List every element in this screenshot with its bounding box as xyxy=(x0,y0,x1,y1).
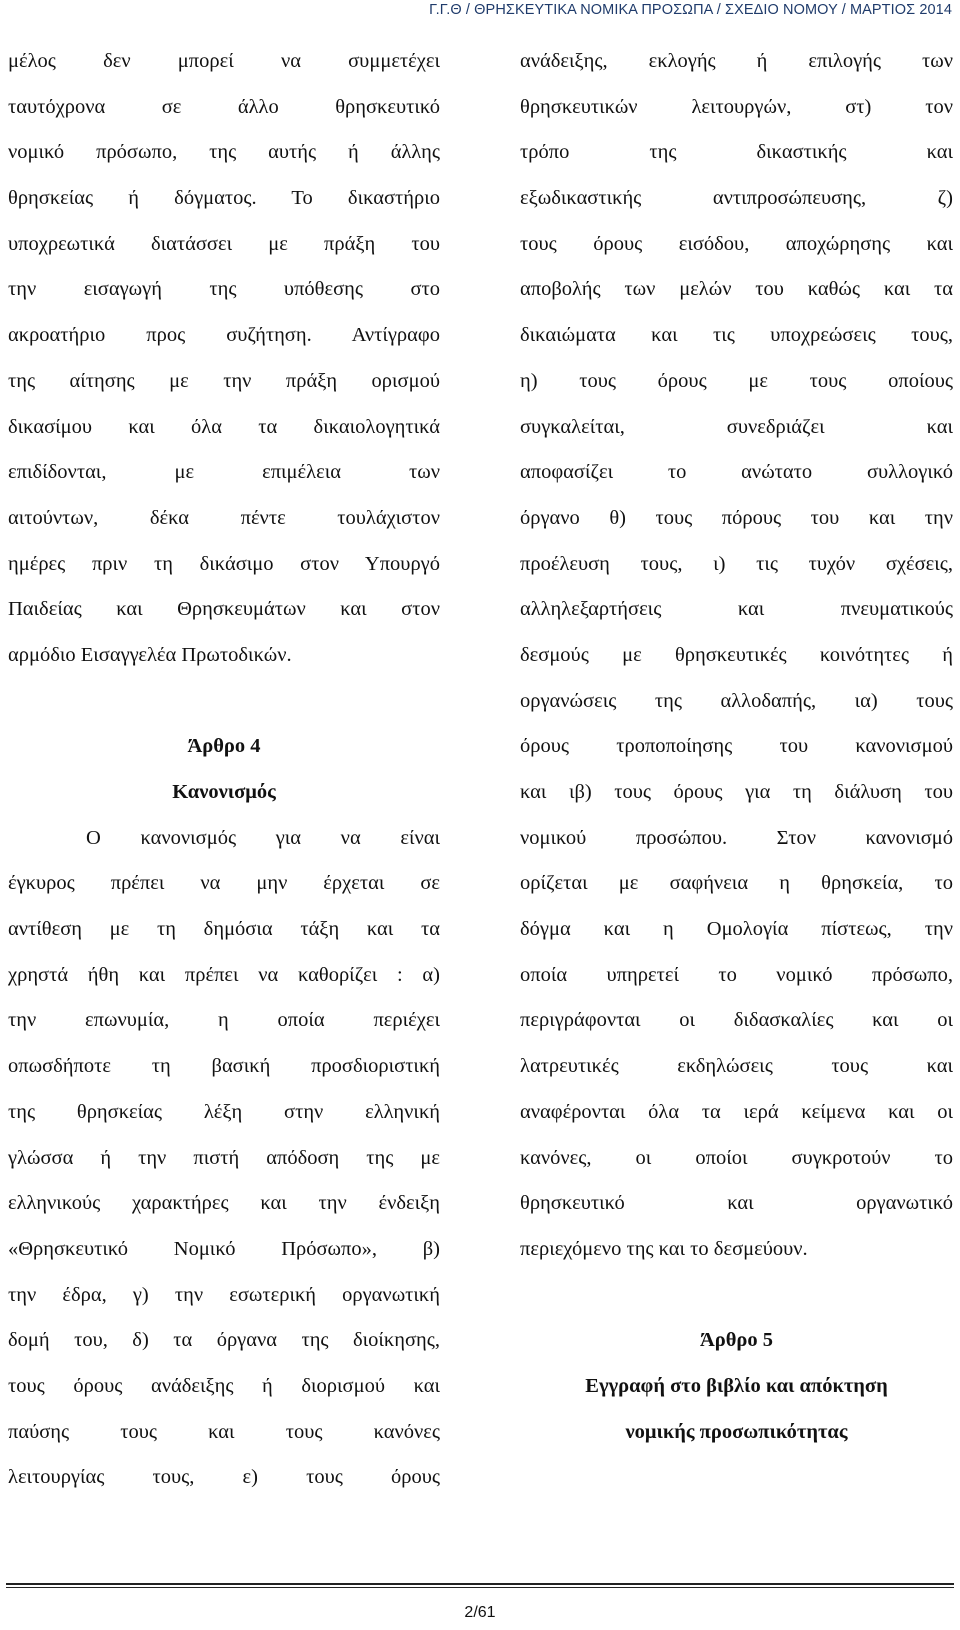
text-line: μέλος δεν μπορεί να συμμετέχει xyxy=(8,50,440,72)
text-line: συγκαλείται, συνεδριάζει και xyxy=(520,415,953,438)
text-line: θρησκευτικό και οργανωτικό xyxy=(520,1192,953,1215)
text-line: αποβολής των μελών του καθώς και τα xyxy=(520,278,953,301)
text-line: την έδρα, γ) την εσωτερική οργανωτική xyxy=(8,1283,440,1306)
left-column xyxy=(8,44,440,1506)
text-line: θρησκευτικών λειτουργών, στ) τον xyxy=(520,95,953,118)
text-line: δικαιώματα και τις υποχρεώσεις τους, xyxy=(520,324,953,347)
text-line: προέλευση τους, ι) τις τυχόν σχέσεις, xyxy=(520,552,953,575)
right-column xyxy=(520,44,953,1460)
text-line: την επωνυμία, η οποία περιέχει xyxy=(8,1009,440,1032)
text-line: οργανώσεις της αλλοδαπής, ια) τους xyxy=(520,689,953,712)
text-line: αιτούντων, δέκα πέντε τουλάχιστον xyxy=(8,506,440,529)
text-line: όρους τροποποίησης του κανονισμού xyxy=(520,735,953,758)
text-line: λατρευτικές εκδηλώσεις τους και xyxy=(520,1055,953,1078)
text-line: χρηστά ήθη και πρέπει να καθορίζει : α) xyxy=(8,963,440,986)
text-line: νομικού προσώπου. Στον κανονισμό xyxy=(520,826,953,849)
text-line: τους όρους ανάδειξης ή διορισμού και xyxy=(8,1374,440,1397)
text-line: νομικό πρόσωπο, της αυτής ή άλλης xyxy=(8,141,440,164)
text-line: ελληνικούς χαρακτήρες και την ένδειξη xyxy=(8,1192,440,1215)
text-line: παύσης τους και τους κανόνες xyxy=(8,1420,440,1443)
text-line: αλληλεξαρτήσεις και πνευματικούς xyxy=(520,598,953,621)
text-line: εξωδικαστικής αντιπροσώπευσης, ζ) xyxy=(520,187,953,210)
text-line: υποχρεωτικά διατάσσει με πράξη του xyxy=(8,232,440,255)
article-5-number: Άρθρο 5 xyxy=(699,1329,774,1352)
article-5-title-line-1: Εγγραφή στο βιβλίο και απόκτηση xyxy=(585,1374,888,1397)
text-line: κανόνες, οι οποίοι συγκροτούν το xyxy=(520,1146,953,1169)
text-line: «Θρησκευτικό Νομικό Πρόσωπο», β) xyxy=(8,1237,440,1260)
paragraph-gap xyxy=(8,684,440,730)
text-line: της αίτησης με την πράξη ορισμού xyxy=(8,369,440,392)
text-line: γλώσσα ή την πιστή απόδοση της με xyxy=(8,1146,440,1169)
text-line: αναφέρονται όλα τα ιερά κείμενα και οι xyxy=(520,1100,953,1123)
text-line: την εισαγωγή της υπόθεσης στο xyxy=(8,278,440,301)
text-line: δεσμούς με θρησκευτικές κοινότητες ή xyxy=(520,643,953,666)
footer-rule xyxy=(6,1583,954,1585)
text-line: δομή του, δ) τα όργανα της διοίκησης, xyxy=(8,1329,440,1352)
running-header: Γ.Γ.Θ / ΘΡΗΣΚΕΥΤΙΚΑ ΝΟΜΙΚΑ ΠΡΟΣΩΠΑ / ΣΧΕΔΙΟ ΝΟΜΟΥ / ΜΑΡΤΙΟΣ 2014 xyxy=(429,2,952,18)
text-line: ακροατήριο προς συζήτηση. Αντίγραφο xyxy=(8,324,440,347)
footer-rule-thin xyxy=(6,1587,954,1588)
text-line: ημέρες πριν τη δικάσιμο στον Υπουργό xyxy=(8,552,440,575)
article-4-title: Κανονισμός xyxy=(172,781,276,803)
text-line: λειτουργίας τους, ε) τους όρους xyxy=(8,1466,440,1489)
text-line: ορίζεται με σαφήνεια η θρησκεία, το xyxy=(520,872,953,895)
article-4-number: Άρθρο 4 xyxy=(187,735,261,758)
text-line: αρμόδιο Εισαγγελέα Πρωτοδικών. xyxy=(8,643,292,666)
text-line: Ο κανονισμός για να είναι xyxy=(86,826,440,849)
text-line: η) τους όρους με τους οποίους xyxy=(520,369,953,392)
text-line: αντίθεση με τη δημόσια τάξη και τα xyxy=(8,918,440,941)
page-number: 2/61 xyxy=(464,1604,496,1621)
text-line: δικασίμου και όλα τα δικαιολογητικά xyxy=(8,415,440,438)
text-line: αποφασίζει το ανώτατο συλλογικό xyxy=(520,461,953,484)
text-line: Παιδείας και Θρησκευμάτων και στον xyxy=(8,598,440,621)
text-line: της θρησκείας λέξη στην ελληνική xyxy=(8,1100,440,1123)
text-line: περιεχόμενο της και το δεσμεύουν. xyxy=(520,1237,808,1260)
text-line: οπωσδήποτε τη βασική προσδιοριστική xyxy=(8,1055,440,1078)
text-line: τους όρους εισόδου, αποχώρησης και xyxy=(520,232,953,255)
paragraph-gap xyxy=(520,1278,953,1324)
text-line: οποία υπηρετεί το νομικό πρόσωπο, xyxy=(520,963,953,986)
text-line: ανάδειξης, εκλογής ή επιλογής των xyxy=(520,50,953,72)
text-line: και ιβ) τους όρους για τη διάλυση του xyxy=(520,781,953,803)
article-5-title-line-2: νομικής προσωπικότητας xyxy=(625,1420,848,1443)
text-line: περιγράφονται οι διδασκαλίες και οι xyxy=(520,1009,953,1032)
text-line: τρόπο της δικαστικής και xyxy=(520,141,953,164)
text-line: δόγμα και η Ομολογία πίστεως, την xyxy=(520,918,953,941)
text-line: έγκυρος πρέπει να μην έρχεται σε xyxy=(8,872,440,895)
text-line: θρησκείας ή δόγματος. Το δικαστήριο xyxy=(8,187,440,210)
text-line: όργανο θ) τους πόρους του και την xyxy=(520,506,953,529)
text-line: ταυτόχρονα σε άλλο θρησκευτικό xyxy=(8,95,440,118)
text-line: επιδίδονται, με επιμέλεια των xyxy=(8,461,440,484)
